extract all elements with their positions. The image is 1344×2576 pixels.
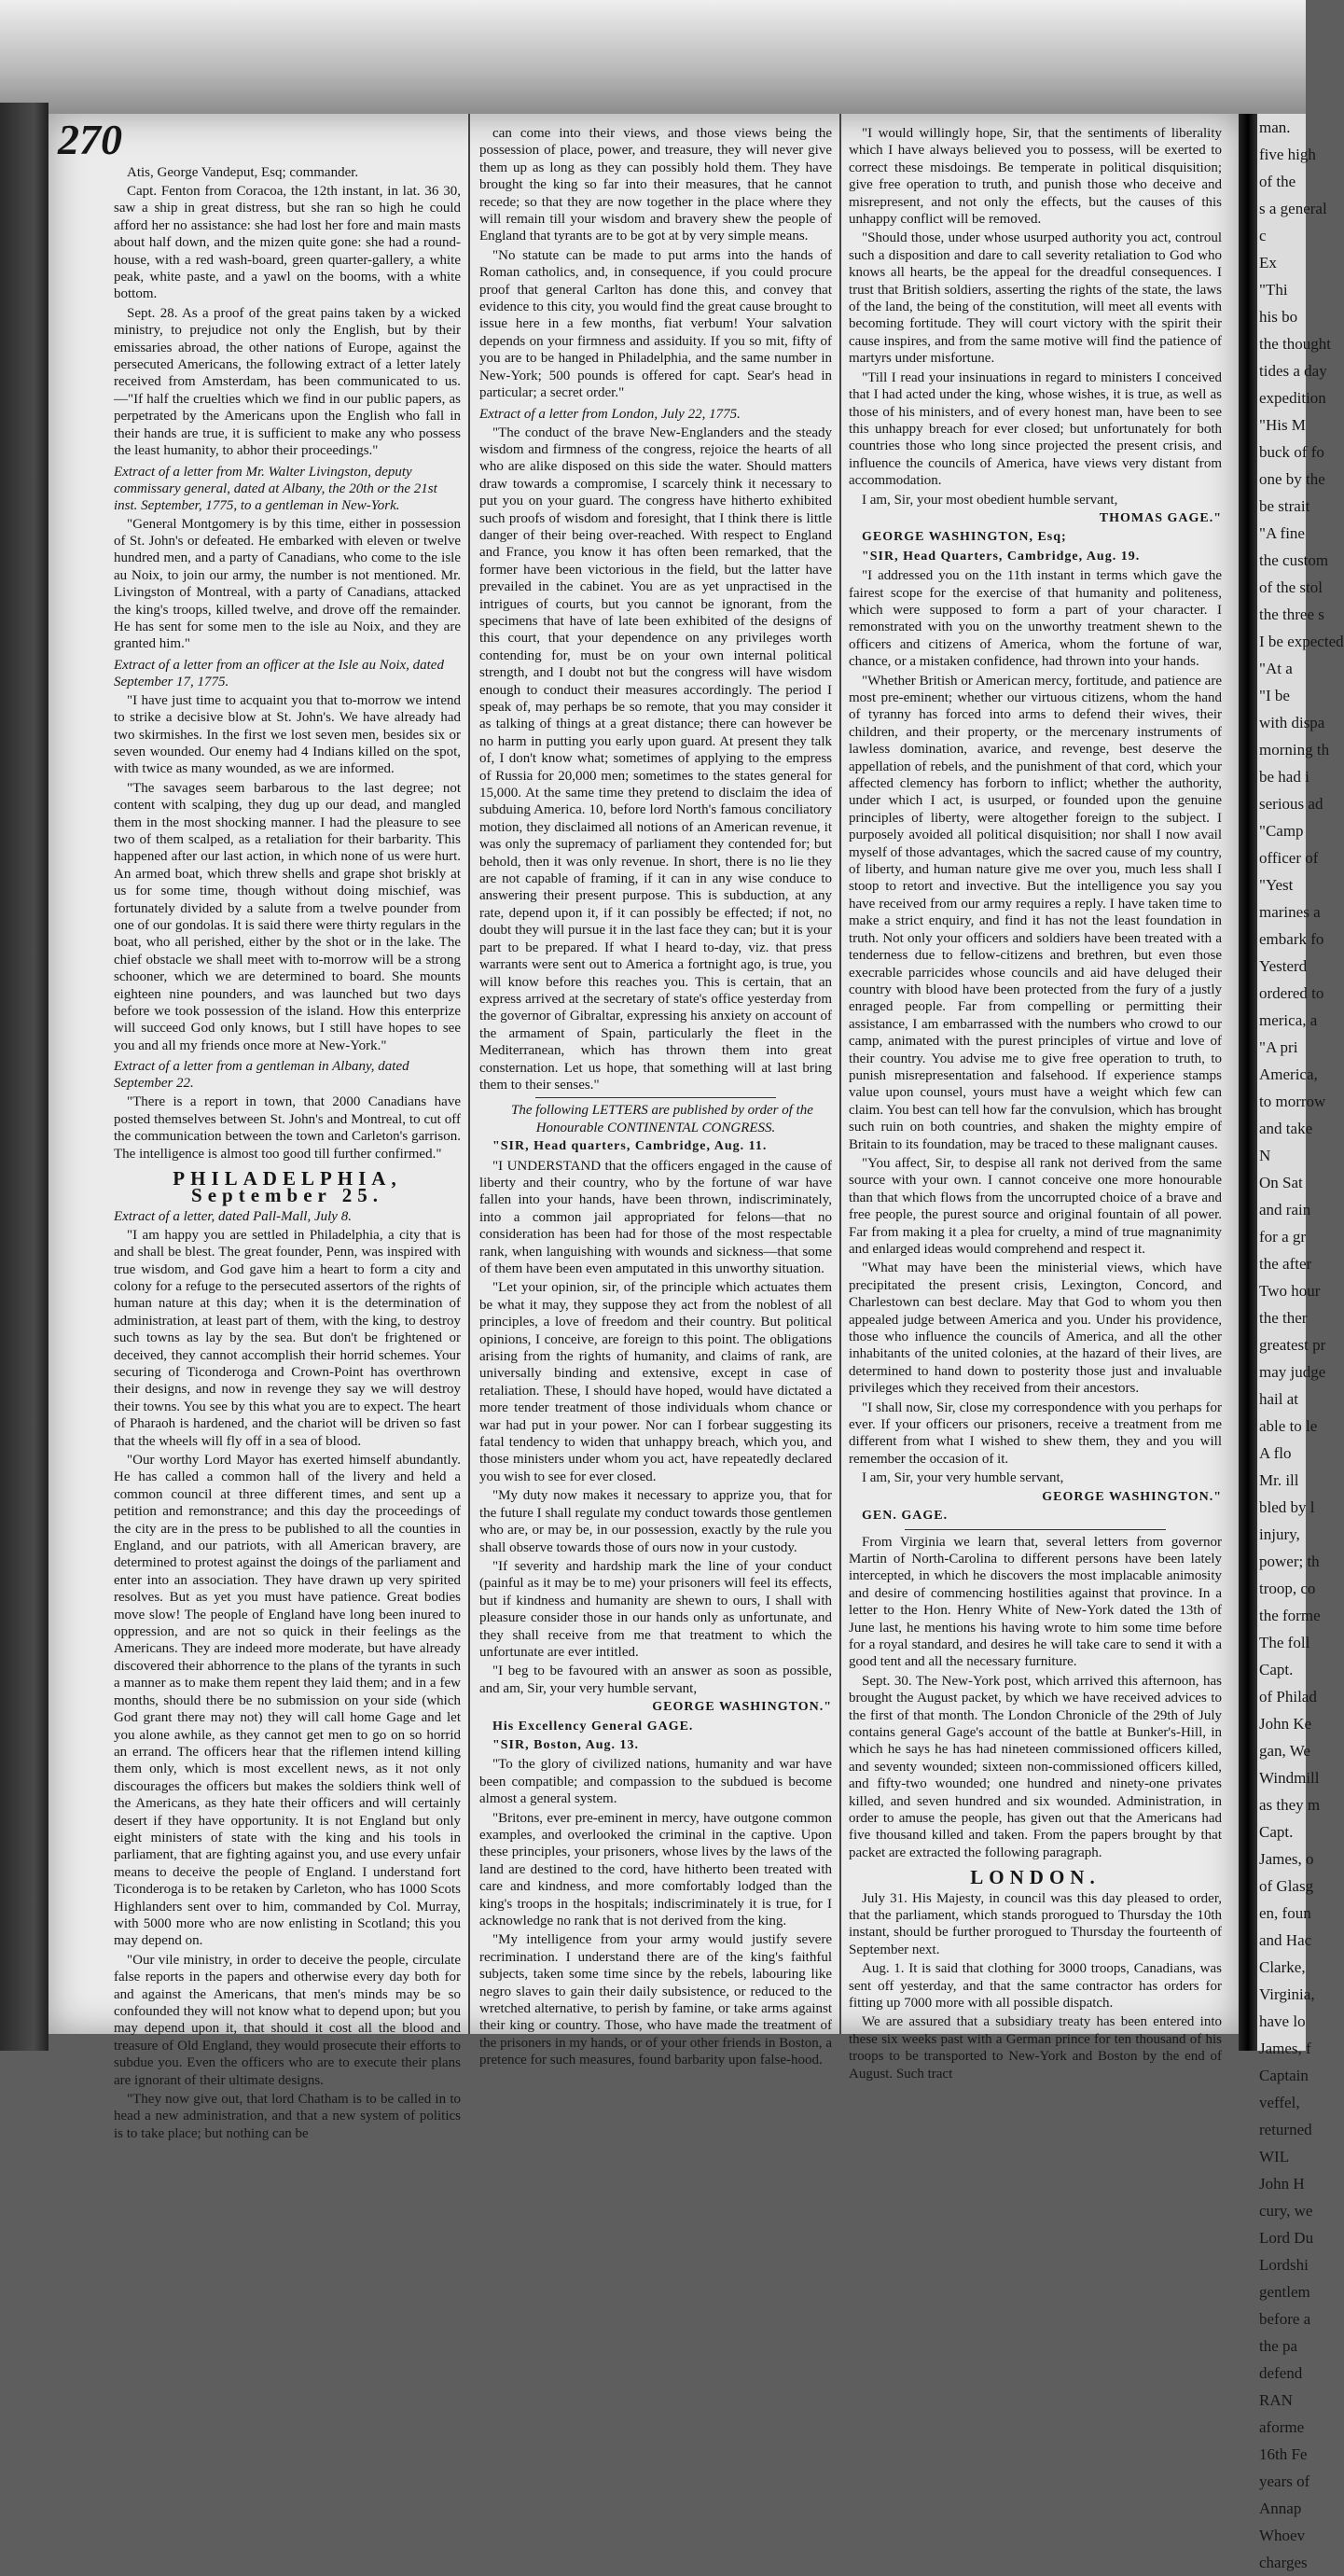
adjacent-page-line: the forme [1259,1607,1321,1624]
adjacent-page-line: injury, [1259,1525,1300,1543]
scan-background-top [0,0,1306,117]
adjacent-page-line: WIL [1259,2148,1290,2165]
adjacent-page-line: "I be [1259,687,1290,704]
adjacent-page-line: and rain [1259,1201,1311,1218]
adjacent-page-line: returned [1259,2121,1312,2138]
adjacent-page-line: "Camp [1259,822,1304,840]
adjacent-page-line: Mr. ill [1259,1471,1299,1489]
paragraph: "They now give out, that lord Chatham is to be called in to head a new administration, and that a new system of politics is to take place; but nothing can be [114,2092,461,2141]
paragraph: "No statute can be made to put arms into the hands of Roman catholics, and, in consequence, if you could procure proof that general Carlton has done this, and convey that evidence to this city, you would find the great cause brought to issue here in a few months, fiat verbum! Your salvation depends on your firmness and assiduity. If you so mit, fifty of you are to be hanged in Philadelphia, and the same number in New-York; 500 pounds is offered for capt. Sear's head in particular; a secret order." [479,247,832,401]
adjacent-page-line: James, f [1259,2040,1311,2057]
signature: THOMAS GAGE." [1099,510,1222,525]
adjacent-page-line: Lord Du [1259,2229,1314,2247]
adjacent-page-line: John H [1259,2175,1305,2193]
adjacent-page-line: morning th [1259,741,1330,759]
paragraph: Aug. 1. It is said that clothing for 3000 troops, Canadians, was sent off yesterday, and that the same contractor has orders for fitting up 7000 more with all possible dispatch. [849,1961,1222,2012]
extract-heading: Extract of a letter from Mr. Walter Livingston, deputy commissary general, dated at Albany, the 20th or the 21st inst. September, 1775, to a gentleman in New-York. [114,464,437,513]
paragraph: "Till I read your insinuations in regard to ministers I conceived that I had acted under the king, whose wishes, it is true, as well as those of his ministers, and of every honest man, have been to see this unhappy breach for ever closed; but unfortunately for both countries those who long since projected the present crisis, and influence the councils of America, have views very distant from accommodation. [849,369,1222,489]
paragraph: "My intelligence from your army would justify severe recrimination. I understand there are of the king's faithful subjects, taken some time since by the rebels, labouring like negro slaves to gain their daily subsistence, or reduced to the wretched alternative, to perish by famine, or take arms against their king or country. Those, who have made the treatment of the prisoners in my hands, or of your other friends in Boston, a pretence for such measures, found barbarity upon false-hood. [479,1932,832,2068]
adjacent-page-line: Capt. [1259,1661,1294,1678]
adjacent-page-line: the custom [1259,551,1329,569]
adjacent-page-line: five high [1259,146,1316,163]
adjacent-page-line: tides a day [1259,362,1327,380]
addressee: GEORGE WASHINGTON, Esq; [862,530,1067,545]
adjacent-page-line: and take [1259,1120,1313,1137]
adjacent-page-line: of Philad [1259,1688,1317,1706]
paragraph: "What may have been the ministerial views, which have precipitated the present crisis, Lexington, Concord, and Charlestown can best declare. May that God to whom you then appealed judge between America and you. Under his providence, those who influence the councils of America, and all the other inhabitants of the united colonies, at the hazard of their lives, are determined to hand down to posterity those just and invaluable privileges which they received from their ancestors. [849,1260,1222,1397]
paragraph: "General Montgomery is by this time, either in possession of St. John's or defeated. He embarked with eleven or twelve hundred men, and a party of Canadians, who come to the isle au Noix, to join our army, the number is not mentioned. Mr. Livingston of Montreal, with a party of Canadians, attacked the king's troops, killed twelve, and drove off the remainder. He has sent for some men to the isle au Noix, and they are granted him." [114,516,461,652]
paragraph: can come into their views, and those views being the possession of place, power, and treasure, they will never give them up as long as they can possibly hold them. They have brought the king so far into their measures, that he cannot recede; so that they are now together in the place where they will remain till your wisdom and bravery shew the people of England that tyrants are to be got at by very simple means. [479,126,832,244]
book-spine-shadow [0,103,48,2051]
adjacent-page-line: Yesterd [1259,957,1308,975]
paragraph: "I would willingly hope, Sir, that the sentiments of liberality which I have always believed you to possess, will be exerted to correct these misdoings. Be temperate in political disquisition; give free operation to truth, and punish those who deceive and misrepresent, and not only the effects, but the causes of this unhappy conflict will be removed. [849,126,1222,228]
adjacent-page-line: expedition [1259,389,1326,407]
paragraph: "If severity and hardship mark the line of your conduct (painful as it may be to me) your prisoners will feel its effects, but if kindness and humanity are shewn to ours, I shall with pleasure consider those in our hands only as unfortunate, and they shall receive from me that treatment to which the unfortunate are ever intitled. [479,1558,832,1660]
adjacent-page-line: aforme [1259,2418,1305,2436]
section-divider [535,1097,776,1098]
adjacent-page-line: before a [1259,2310,1311,2328]
dateline-london: LONDON. [970,1866,1101,1889]
adjacent-page-line: Windmill [1259,1769,1320,1787]
paragraph: "The conduct of the brave New-Englanders and the steady wisdom and firmness of the congress, rejoice the hearts of all who are alike disposed on this side the water. Should matters draw towards a compromise, I scarcely think it necessary to put you on your guard. The congress have hitherto exhibited such proofs of wisdom and foresight, that I think there is little danger of their being over-reached. With respect to England and France, you know it has often been remarked, that the former have been victorious in the field, but the latter have prevailed in the cabinet. You are as yet unpractised in the intrigues of courts, but you cannot be ignorant, from the specimens that have of late been exhibited of the designs of this court, that your dependence on any privileges worth contending for, must be on your own internal political strength, and I doubt not but the congress will have wisdom enough to conduct their measures accordingly. The period I speak of, may perhaps be so remote, that you may consider it as talking of things at a great distance; there can however be no harm in putting you early upon guard. At present they talk of, I don't know what; sometimes of applying to the empress of Russia for 20,000 men; sometimes to the states general for 15,000. At the same time they pretend to disclaim the idea of subduing America. 10, before lord North's famous conciliatory motion, they disclaimed all notions of an American revenue, it was only the supremacy of parliament they contended for; but behold, then it was only revenue. In short, there is no lie they are not capable of framing, if it can in any wise conduce to answering their present purpose. This is subduction, at any rate, depend upon it, if it can possibly be effected; if not, no doubt they will pursue it in the last face they can; but it is your part to be prepared. If what I heard to-day, viz. that press warrants were sent out to America a fortnight ago, is true, you will know before this reaches you. This is certain, that an express arrived at the secretary of state's office yesterday from the governor of Gibraltar, expressing his anxiety on account of the armament of Spain, particularly the fleet in the Mediterranean, which has thrown them into great consternation. Let us hope, that something will at last bring them to their senses." [479,425,832,1093]
paragraph: "I addressed you on the 11th instant in terms which gave the fairest scope for the exercise of that humanity and politeness, which were supposed to form a part of your character. I remonstrated with you on the unworthy treatment shewn to the officers and citizens of America, whom the fortune of war, chance, or a mistaken confidence, had thrown into your hands. [849,568,1222,670]
letters-intro: The following LETTERS are published by order of the Honourable CONTINENTAL CONGRESS. [511,1103,813,1135]
page-gutter [1239,114,1257,2051]
adjacent-page-line: of the [1259,173,1296,190]
adjacent-page-line: officer of [1259,849,1319,867]
adjacent-page-line: to morrow [1259,1093,1326,1110]
adjacent-page-line: Clarke, [1259,1958,1306,1976]
adjacent-page-line: 16th Fe [1259,2445,1308,2463]
adjacent-page-line: and Hac [1259,1931,1312,1949]
adjacent-page-line: gan, We [1259,1742,1310,1760]
paragraph: "My duty now makes it necessary to apprize you, that for the future I shall regulate my conduct towards those gentlemen who are, or may be, in our possession, exactly by the rule you shall observe towards those of ours now in your custody. [479,1488,832,1555]
adjacent-page-line: man. [1259,118,1291,136]
adjacent-page-line: greatest pr [1259,1336,1326,1354]
column-rule-1 [468,114,470,2034]
paragraph: "I have just time to acquaint you that to-morrow we intend to strike a decisive blow at St. John's. We have already had two skirmishes. In the first we lost seven men, besides six or seven wounded. Our enemy had 4 Indians killed on the spot, with twice as many wounded, as we are informed. [114,692,461,777]
paragraph: "Whether British or American mercy, fortitude, and patience are most pre-eminent; whether our virtuous citizens, whom the hand of tyranny has forced into arms to defend their wives, their children, and their property, or the mercenary instruments of lawless domination, avarice, and revenge, best deserve the appellation of rebels, and the punishment of that cord, which your affected clemency has forborn to inflict; whether the authority, under which I act, is usurped, or founded upon the genuine principles of liberty, were altogether foreign to the subject. I purposely avoided all political disquisition; nor shall I now avail myself of those advantages, which the sacred cause of my country, of liberty, and human nature give me over you, much less shall I stoop to retort and invective. But the intelligence you say you have received from our army requires a reply. I have taken time to make a strict enquiry, and find it has not the least foundation in truth. Not only your officers and soldiers have been treated with a tenderness due to fellow-citizens and brethren, but even those execrable parricides whose councils and aid have deluged their country with blood have been protected from the fury of a justly enraged people. Far from compelling or permitting their assistance, I am embarrassed with the numbers who crowd to our camp, animated with the purest principles of virtue and love of their country. You advise me to give free operation to truth, to punish misrepresentation and falsehood. If experience stamps value upon counsel, yours must have a weight which few can claim. You best can tell how far the convulsion, which has brought such ruin on both countries, and shaken the mighty empire of Britain to its foundation, may be traced to these malignant causes. [849,673,1222,1152]
paragraph: "I am happy you are settled in Philadelphia, a city that is and shall be blest. The great founder, Penn, was inspired with true wisdom, and God gave him a heart to form a city and colony for a refuge to the persecuted assertors of the rights of human nature at this day; when it is the determination of administration, at least part of them, with the king, to destroy such towns as lay by the sea. But don't be frightened or deceived, they cannot accomplish their horrid schemes. Your securing of Ticonderoga and Crown-Point has overthrown their designs, and now in revenge they say we will destroy their towns. You see by this what you are to expect. The heart of Pharaoh is hardened, and the chariot will be driven so fast that the wheels will fly off in a sea of blood. [114,1227,461,1449]
adjacent-page-line: the three s [1259,606,1324,623]
signature: GEORGE WASHINGTON." [652,1700,832,1715]
newspaper-page [48,114,1240,2141]
adjacent-page-line: Lordshi [1259,2256,1309,2274]
column-3 [849,125,1222,2082]
adjacent-page-line: en, foun [1259,1904,1311,1922]
adjacent-page-line: of Glasg [1259,1877,1314,1895]
adjacent-page-line: merica, a [1259,1011,1318,1029]
paragraph: "The savages seem barbarous to the last degree; not content with scalping, they dug up our dead, and mangled them in the most shocking manner. I had the pleasure to see two of them scalped, as a retaliation for their barbarity. This happened after our last action, in which none of us were hurt. An armed boat, which threw shells and grape shot briskly at us for some time, though without doing mischief, was fortunately divided by a salute from a twelve pounder from one of our gondolas. It is said there were thirty regulars in the boat, who all perished, either by the shot or in the lake. The chief obstacle we shall meet with to-morrow will be a strong schooner, which we are determined to board. She mounts eighteen nine pounders, and was launched but two days before we took possession of the island. How this enterprize will succeed God only knows, but I still have hopes to see you and all my friends once more at New-York." [114,780,461,1053]
extract-heading: Extract of a letter, dated Pall-Mall, July 8. [114,1208,352,1224]
adjacent-page-line: "A fine [1259,524,1305,542]
top-line: Atis, George Vandeput, Esq; commander. [127,165,359,180]
adjacent-page-line: ordered to [1259,984,1324,1002]
adjacent-page-line: cury, we [1259,2202,1313,2220]
adjacent-page-line: John Ke [1259,1715,1312,1733]
adjacent-page-line: On Sat [1259,1174,1303,1191]
extract-heading: Extract of a letter from an officer at the Isle au Noix, dated September 17, 1775. [114,657,444,689]
adjacent-page-line: be strait [1259,497,1310,515]
letter-head: "SIR, Head quarters, Cambridge, Aug. 11. [492,1139,768,1154]
column-1 [114,164,461,2141]
paragraph: Sept. 28. As a proof of the great pains taken by a wicked ministry, to prejudice not only the English, but by their emissaries abroad, the other nations of Europe, against the persecuted Americans, the following extract of a letter lately received from Amsterdam, has been communicated to us.—"If half the cruelties which we find in our public papers, as perpetrated by the Americans upon the English who fall in their hands are true, it is sufficient to make any who possess the least humanity, to abhor their proceedings." [114,305,461,459]
paragraph: "I beg to be favoured with an answer as soon as possible, and am, Sir, your very humble servant, [479,1664,832,1696]
paragraph: "Our worthy Lord Mayor has exerted himself abundantly. He has called a common hall of the livery and held a common council at three different times, and sent up a petition and remonstrance; and this day the proceedings of the city are in the press to be published to all the counties in England, and our patriots, with all American bravery, are determined to protest against the doings of the parliament and enter into an association. They have drawn up very spirited resolves. But as yet you must have patience. Great bodies move slow! The people of England have long been inured to oppression, and are not so quick in their feelings as the Americans. They are indeed more moderate, but have already discovered their abhorrence to the plans of the tyrants in such a manner as to make them repent they laid them; and in a few months, should there be no submission on your side (which God grant there may not) they will call home Gage and let you alone awhile, as they cannot get men to go on so horrid an errand. The officers hear that the riflemen intend killing them only, which is most excellent news, as it not only discourages the officers but makes the soldiers think well of the Americans, as they hate their officers and will certainly desert if they have opportunity. It is not England but only eight ministers of state with the king and his tools in parliament, that are fighting against you, and use every unfair means to deceive the people of England. I understand fort Ticonderoga is to be retaken by Carleton, who has 1000 Scots Highlanders sent over to him, commanded by Col. Murray, with 5000 more who are now enlisting in Scotland; this you may depend on. [114,1453,461,1949]
paragraph: July 31. His Majesty, in council was this day pleased to order, that the parliament, which stands prorogued to Thursday the 10th instant, should be further prorogued to Thursday the fourteenth of September next. [849,1890,1222,1957]
adjacent-page-line: America, [1259,1065,1318,1083]
adjacent-page-line: able to le [1259,1417,1318,1435]
adjacent-page-line: as they m [1259,1796,1321,1814]
adjacent-page-line: have lo [1259,2012,1306,2030]
adjacent-page-line: his bo [1259,308,1298,326]
extract-heading: Extract of a letter from a gentleman in Albany, dated September 22. [114,1059,409,1092]
adjacent-page-line: the thought [1259,335,1331,353]
column-2 [479,125,832,2068]
paragraph: Capt. Fenton from Coracoa, the 12th instant, in lat. 36 30, saw a ship in great distress, but she ran so high he could afford her no assistance: she had lost her fore and main masts about half down, and the mizen quite gone: she had a round-house, with a red wash-board, green quarter-gallery, a white peak, white paste, and a yawl on the booms, with a white bottom. [114,184,461,302]
paragraph: "Our vile ministry, in order to deceive the people, circulate false reports in the papers and otherwise every day both for and against the Americans, that men's minds may be so confounded they will not know what to depend upon; but you may depend upon it, that should it cost all the blood and treasure of Old England, they would prosecute their efforts to subdue you. Even the officers who are to execute their plans are ignorant of their ultimate designs. [114,1952,461,2088]
signature: GEORGE WASHINGTON." [1042,1489,1222,1504]
adjacent-page-line: marines a [1259,903,1321,921]
adjacent-page-line: Ex [1259,254,1277,272]
adjacent-page-line: be had i [1259,768,1309,786]
adjacent-page-line: veffel, [1259,2094,1300,2111]
adjacent-page-line: Two hour [1259,1282,1321,1300]
adjacent-page-line: Captain [1259,2067,1309,2084]
adjacent-page-line: "Thi [1259,281,1288,299]
adjacent-page-line: The foll [1259,1634,1310,1651]
adjacent-page-line: power; th [1259,1553,1320,1570]
adjacent-page-line: the ther [1259,1309,1308,1327]
adjacent-page-line: bled by l [1259,1498,1315,1516]
adjacent-page-line: embark fo [1259,930,1324,948]
adjacent-page-line: years of [1259,2472,1310,2490]
adjacent-page-line: Annap [1259,2499,1302,2517]
paragraph: I am, Sir, your most obedient humble servant, [862,492,1118,508]
letter-head: "SIR, Head Quarters, Cambridge, Aug. 19. [862,549,1141,564]
adjacent-page-line: one by the [1259,470,1325,488]
adjacent-page-line: A flo [1259,1444,1292,1462]
letter-head: "SIR, Boston, Aug. 13. [492,1737,639,1752]
adjacent-page-line: I be expected [1259,633,1344,650]
adjacent-page-line: s a general [1259,200,1327,217]
dateline-philadelphia: PHILADELPHIA, September 25. [173,1166,402,1207]
adjacent-page-line: "A pri [1259,1038,1298,1056]
paragraph: "There is a report in town, that 2000 Canadians have posted themselves between St. John's and Montreal, to cut off the communication between the town and Carleton's garrison. The intelligence is almost too good till further confirmed." [114,1094,461,1162]
extract-heading: Extract of a letter from London, July 22, 1775. [479,406,741,422]
adjacent-page-line: N [1259,1147,1271,1164]
adjacent-page-line: with dispa [1259,714,1325,731]
addressee: His Excellency General GAGE. [492,1719,694,1734]
addressee: GEN. GAGE. [862,1509,949,1524]
paragraph: "Let your opinion, sir, of the principle which actuates them be what it may, they suppose they act from the noblest of all principles, a love of freedom and their country. But political opinions, I conceive, are foreign to this point. The obligations arising from the rights of humanity, and claims of rank, are universally binding and extensive, except in case of retaliation. These, I should have hoped, would have dictated a more tender treatment of those individuals whom chance or war had put in your power. Nor can I forbear suggesting its fatal tendency to widen that unhappy breach, which you, and those ministers under whom you act, have repeatedly declared you wish to see for ever closed. [479,1280,832,1484]
adjacent-page-line: c [1259,227,1267,244]
paragraph: "Britons, ever pre-eminent in mercy, have outgone common examples, and overlooked the criminal in the captive. Upon these principles, your prisoners, whose lives by the laws of the land are destined to the cord, have hitherto been treated with care and kindness, and more comfortably lodged than the king's troops in the hospitals; indiscriminately it is true, for I acknowledge no rank that is not derived from the king. [479,1810,832,1929]
adjacent-page-line: of the stol [1259,578,1323,596]
adjacent-page-line: RAN [1259,2391,1293,2409]
section-divider [905,1529,1166,1530]
adjacent-page-line: buck of fo [1259,443,1324,461]
paragraph: We are assured that a subsidiary treaty has been entered into these six weeks past with a German prince for ten thousand of his troops to be transported to New-York and Boston by the end of August. Such tract [849,2014,1222,2082]
paragraph: From Virginia we learn that, several letters from governor Martin of North-Carolina to different persons have been lately intercepted, in which he discovers the most implacable animosity and desire of commencing hostilities against that province. In a letter to the Hon. Henry White of New-York dated the 13th of June last, he mentions his having wrote to him some time before for a royal standard, and desires he will take care to send it with a good tent and all the necessary furniture. [849,1534,1222,1670]
adjacent-page-line: "At a [1259,660,1293,677]
adjacent-page-line: James, o [1259,1850,1314,1868]
adjacent-page-line: Virginia, [1259,1985,1315,2003]
adjacent-page-text [1257,114,1344,2576]
adjacent-page-line: for a gr [1259,1228,1307,1246]
adjacent-page-line: charges [1259,2554,1308,2571]
adjacent-page-line: "His M [1259,416,1306,434]
adjacent-page-edge [1257,114,1344,2571]
adjacent-page-line: "Yest [1259,876,1294,894]
column-rule-2 [839,114,841,2034]
paragraph: Sept. 30. The New-York post, which arrived this afternoon, has brought the August packet, by which we have received advices to the first of that month. The London Chronicle of the 29th of July contains general Gage's account of the battle at Bunker's-Hill, in which he says he has had nineteen commissioned officers killed, and seventy wounded; sixteen non-commissioned officers killed, and fifty-two wounded; one hundred and ninety-one privates killed, and seven hundred and six wounded. Administration, in order to amuse the people, has given out that the Americans had five thousand killed and taken. From the papers brought by that packet are extracted the following paragraph. [849,1673,1222,1860]
adjacent-page-line: troop, co [1259,1580,1316,1597]
paragraph: I am, Sir, your very humble servant, [862,1470,1064,1486]
adjacent-page-line: defend [1259,2364,1303,2382]
paragraph: "To the glory of civilized nations, humanity and war have been compatible; and compassion to the subdued is become almost a general system. [479,1757,832,1807]
adjacent-page-line: may judge [1259,1363,1326,1381]
paragraph: "Should those, under whose usurped authority you act, controul such a disposition and dare to call severity retaliation to God who knows all hearts, be the appeal for the dreadful consequences. I trust that British soldiers, asserting the rights of the state, the laws of the land, the being of the constitution, will meet all events with becoming fortitude. They will court victory with the spirit their cause inspires, and from the same motive will find the patience of martyrs under misfortune. [849,230,1222,367]
adjacent-page-line: hail at [1259,1390,1299,1408]
adjacent-page-line: gentlem [1259,2283,1310,2301]
paragraph: "I UNDERSTAND that the officers engaged in the cause of liberty and their country, who by the fortune of war have fallen into your hands, have been thrown, indiscriminately, into a common jail appropriated for felons—that no consideration has been had for those of the most respectable rank, when languishing with wounds and sickness—that some of them have been even amputated in this unworthy situation. [479,1158,832,1276]
page-number: 270 [58,116,122,163]
paragraph: "I shall now, Sir, close my correspondence with you perhaps for ever. If your officers our prisoners, receive a treatment from me different from what I wished to shew them, they and you will remember the occasion of it. [849,1399,1222,1467]
adjacent-page-line: Capt. [1259,1823,1294,1841]
paragraph: "You affect, Sir, to despise all rank not derived from the same source with your own. I cannot conceive one more honourable than that which flows from the uncorrupted choice of a brave and free people, the purest source and original fountain of all power. Far from making it a plea for cruelty, a mind of true magnanimity and enlarged ideas would comprehend and respect it. [849,1155,1222,1257]
adjacent-page-line: the pa [1259,2337,1298,2355]
adjacent-page-line: the after [1259,1255,1312,1273]
adjacent-page-line: serious ad [1259,795,1323,813]
adjacent-page-line: Whoev [1259,2527,1306,2544]
